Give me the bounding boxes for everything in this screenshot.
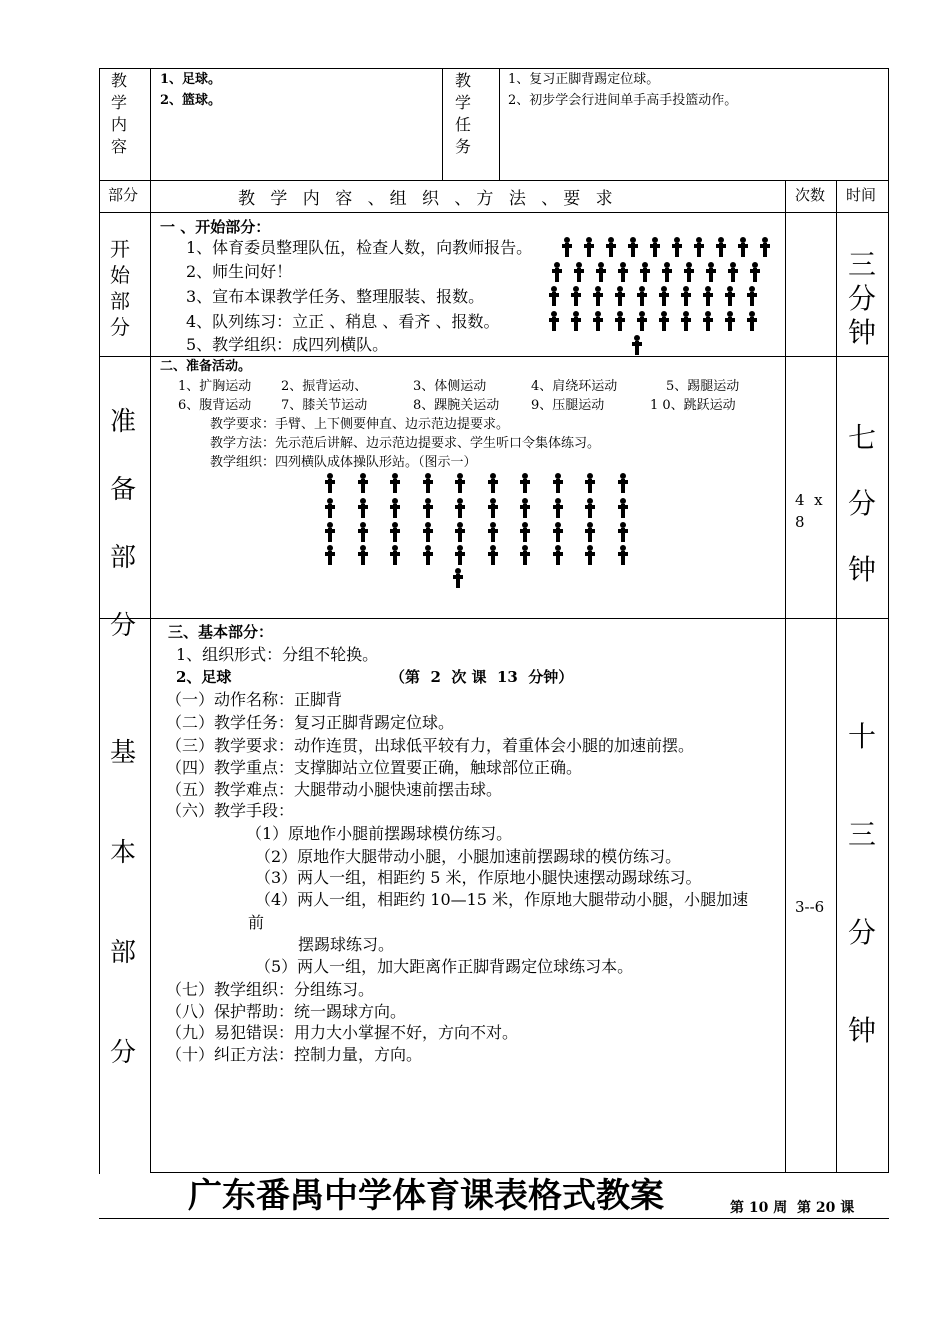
means-4: （4）两人一组，相距约 10—15 米，作原地大腿带动小腿，小腿加速 — [255, 890, 749, 909]
student-figure-icon — [488, 522, 498, 542]
column-divider — [785, 180, 786, 1173]
student-figure-icon — [618, 545, 628, 565]
basic-form: 1、组织形式：分组不轮换。 — [176, 645, 379, 664]
column-divider — [442, 68, 443, 180]
basic-item-7: （七）教学组织：分组练习。 — [166, 980, 375, 999]
content-label — [100, 70, 138, 158]
student-figure-icon — [571, 311, 581, 331]
student-figure-icon — [703, 311, 713, 331]
student-figure-icon — [390, 498, 400, 518]
student-figure-icon — [593, 311, 603, 331]
student-figure-icon — [574, 262, 584, 282]
student-figure-icon — [553, 522, 563, 542]
student-figure-icon — [681, 286, 691, 306]
student-figure-icon — [703, 286, 713, 306]
student-figure-icon — [640, 262, 650, 282]
exercise-8: 8、踝腕关运动 — [413, 398, 500, 413]
student-figure-icon — [488, 473, 498, 493]
student-figure-icon — [750, 262, 760, 282]
student-figure-icon — [615, 286, 625, 306]
exercise-6: 6、腹背运动 — [178, 398, 252, 413]
student-figure-icon — [760, 237, 770, 257]
column-divider — [150, 68, 151, 1173]
student-figure-icon — [618, 498, 628, 518]
column-divider — [499, 68, 500, 180]
exercise-4: 4、肩绕环运动 — [531, 379, 618, 394]
column-divider — [836, 180, 837, 1173]
task-item-1: 1、复习正脚背踢定位球。 — [508, 72, 660, 87]
student-figure-icon — [738, 237, 748, 257]
student-figure-icon — [520, 522, 530, 542]
student-figure-icon — [455, 522, 465, 542]
student-figure-icon — [618, 262, 628, 282]
student-figure-icon — [553, 498, 563, 518]
means-5: （5）两人一组，加大距离作正脚背踢定位球练习本。 — [255, 957, 634, 976]
student-figure-icon — [662, 262, 672, 282]
student-figure-icon — [672, 237, 682, 257]
student-figure-icon — [615, 311, 625, 331]
prep-organization: 教学组织：四列横队成体操队形站。（图示一） — [210, 455, 477, 470]
basic-count: 3--6 — [795, 898, 825, 916]
content-label-text: 教学内容 — [110, 71, 127, 156]
basic-item-3: （三）教学要求：动作连贯，出球低平较有力，着重体会小腿的加速前摆。 — [166, 736, 695, 755]
student-figure-icon — [423, 522, 433, 542]
student-figure-icon — [585, 498, 595, 518]
prep-count-a: 4 x — [795, 491, 823, 509]
student-figure-icon — [358, 473, 368, 493]
student-figure-icon — [637, 286, 647, 306]
table-left-border — [99, 68, 100, 1174]
student-figure-icon — [358, 498, 368, 518]
student-figure-icon — [728, 262, 738, 282]
column-header-content: 教 学 内 容 、组 织 、方 法 、要 求 — [238, 189, 618, 209]
prep-section-title: 二、准备活动。 — [160, 359, 252, 374]
table-right-border — [888, 68, 889, 1173]
basic-item-1: （一）动作名称：正脚背 — [166, 690, 343, 709]
student-figure-icon — [325, 545, 335, 565]
student-figure-icon — [325, 522, 335, 542]
student-figure-icon — [549, 286, 559, 306]
student-figure-icon — [552, 262, 562, 282]
prep-section-label: 准备部分 — [109, 407, 136, 641]
column-header-part: 部分 — [108, 186, 139, 204]
student-figure-icon — [725, 311, 735, 331]
task-label — [446, 70, 480, 158]
student-figure-icon — [596, 262, 606, 282]
student-figure-icon — [488, 545, 498, 565]
basic-item-9: （九）易犯错误：用力大小掌握不好，方向不对。 — [166, 1023, 519, 1042]
student-figure-icon — [618, 473, 628, 493]
prep-count-b: 8 — [795, 513, 805, 531]
student-figure-icon — [455, 498, 465, 518]
task-item-2: 2、初步学会行进间单手高手投篮动作。 — [508, 93, 738, 108]
footer-week-lesson: 第 10 周 第 20 课 — [730, 1200, 855, 1216]
task-label-text: 教学任务 — [454, 71, 471, 156]
exercise-2: 2、振背运动、 — [281, 379, 368, 394]
student-figure-icon — [632, 335, 642, 355]
start-line-5: 5、教学组织：成四列横队。 — [186, 335, 389, 354]
column-header-time: 时间 — [846, 186, 877, 204]
student-figure-icon — [606, 237, 616, 257]
student-figure-icon — [571, 286, 581, 306]
student-figure-icon — [659, 286, 669, 306]
student-figure-icon — [358, 522, 368, 542]
student-figure-icon — [618, 522, 628, 542]
means-2: （2）原地作大腿带动小腿，小腿加速前摆踢球的模仿练习。 — [255, 847, 682, 866]
student-figure-icon — [650, 237, 660, 257]
student-figure-icon — [455, 545, 465, 565]
student-figure-icon — [593, 286, 603, 306]
prep-requirements: 教学要求：手臂、上下侧要伸直、边示范边提要求。 — [210, 417, 510, 432]
footer-title: 广东番禺中学体育课表格式教案 — [188, 1176, 664, 1216]
basic-section-label: 基本部分 — [109, 738, 136, 1068]
student-figure-icon — [694, 237, 704, 257]
student-figure-icon — [706, 262, 716, 282]
student-figure-icon — [637, 311, 647, 331]
student-figure-icon — [585, 473, 595, 493]
student-figure-icon — [681, 311, 691, 331]
student-figure-icon — [390, 545, 400, 565]
basic-item-2: （二）教学任务：复习正脚背踢定位球。 — [166, 713, 455, 732]
student-figure-icon — [585, 522, 595, 542]
start-line-3: 3、宣布本课教学任务、整理服装、报数。 — [186, 287, 485, 306]
start-line-4: 4、队列练习：立正 、稍息 、看齐 、报数。 — [186, 312, 500, 331]
content-item-2: 2、篮球。 — [160, 93, 222, 108]
basic-item-10: （十）纠正方法：控制力量，方向。 — [166, 1045, 423, 1064]
student-figure-icon — [488, 498, 498, 518]
student-figure-icon — [453, 568, 463, 588]
student-figure-icon — [725, 286, 735, 306]
exercise-1: 1、扩胸运动 — [178, 379, 252, 394]
basic-section-title: 三、基本部分： — [168, 623, 274, 641]
student-figure-icon — [325, 473, 335, 493]
basic-item-4: （四）教学重点：支撑脚站立位置要正确，触球部位正确。 — [166, 758, 583, 777]
start-line-2: 2、师生问好！ — [186, 262, 293, 281]
student-figure-icon — [585, 545, 595, 565]
student-figure-icon — [520, 545, 530, 565]
prep-methods: 教学方法：先示范后讲解、边示范边提要求、学生听口令集体练习。 — [210, 436, 601, 451]
means-4-end: 摆踢球练习。 — [298, 935, 395, 954]
means-4-cont: 前 — [248, 913, 265, 932]
footer-rule — [99, 1218, 889, 1219]
student-figure-icon — [747, 311, 757, 331]
student-figure-icon — [549, 311, 559, 331]
row-divider — [99, 180, 889, 181]
student-figure-icon — [584, 237, 594, 257]
student-figure-icon — [684, 262, 694, 282]
student-figure-icon — [423, 473, 433, 493]
student-figure-icon — [455, 473, 465, 493]
row-divider — [99, 212, 889, 213]
prep-time: 七分钟 — [847, 421, 876, 586]
table-top-border — [99, 68, 889, 69]
start-time: 三分钟 — [847, 248, 876, 349]
student-figure-icon — [423, 545, 433, 565]
basic-item-5: （五）教学难点：大腿带动小腿快速前摆击球。 — [166, 780, 503, 799]
means-3: （3）两人一组，相距约 5 米，作原地小腿快速摆动踢球练习。 — [255, 868, 702, 887]
student-figure-icon — [520, 473, 530, 493]
student-figure-icon — [520, 498, 530, 518]
student-figure-icon — [325, 498, 335, 518]
student-figure-icon — [628, 237, 638, 257]
student-figure-icon — [562, 237, 572, 257]
content-item-1: 1、足球。 — [160, 72, 222, 87]
start-section-title: 一 、开始部分： — [160, 218, 271, 236]
student-figure-icon — [358, 545, 368, 565]
basic-item-6: （六）教学手段： — [166, 801, 295, 820]
student-figure-icon — [423, 498, 433, 518]
exercise-3: 3、体侧运动 — [413, 379, 487, 394]
student-figure-icon — [390, 473, 400, 493]
exercise-7: 7、膝关节运动 — [281, 398, 368, 413]
basic-item-8: （八）保护帮助：统一踢球方向。 — [166, 1002, 407, 1021]
exercise-5: 5、踢腿运动 — [666, 379, 740, 394]
student-figure-icon — [716, 237, 726, 257]
student-figure-icon — [390, 522, 400, 542]
student-figure-icon — [553, 545, 563, 565]
student-figure-icon — [659, 311, 669, 331]
exercise-10: 1 0、跳跃运动 — [650, 398, 736, 413]
student-figure-icon — [747, 286, 757, 306]
student-figure-icon — [553, 473, 563, 493]
start-section-label: 开始部分 — [110, 237, 130, 339]
basic-lesson-info: （第 2 次 课 13 分钟） — [390, 668, 574, 686]
basic-soccer: 2、足球 — [176, 668, 232, 686]
means-1: （1）原地作小腿前摆踢球模仿练习。 — [246, 824, 513, 843]
start-line-1: 1、体育委员整理队伍，检查人数，向教师报告。 — [186, 238, 533, 257]
exercise-9: 9、压腿运动 — [531, 398, 605, 413]
basic-time: 十三分钟 — [847, 720, 876, 1047]
row-divider — [99, 618, 889, 619]
table-bottom-border — [150, 1172, 889, 1173]
column-header-count: 次数 — [795, 186, 826, 204]
